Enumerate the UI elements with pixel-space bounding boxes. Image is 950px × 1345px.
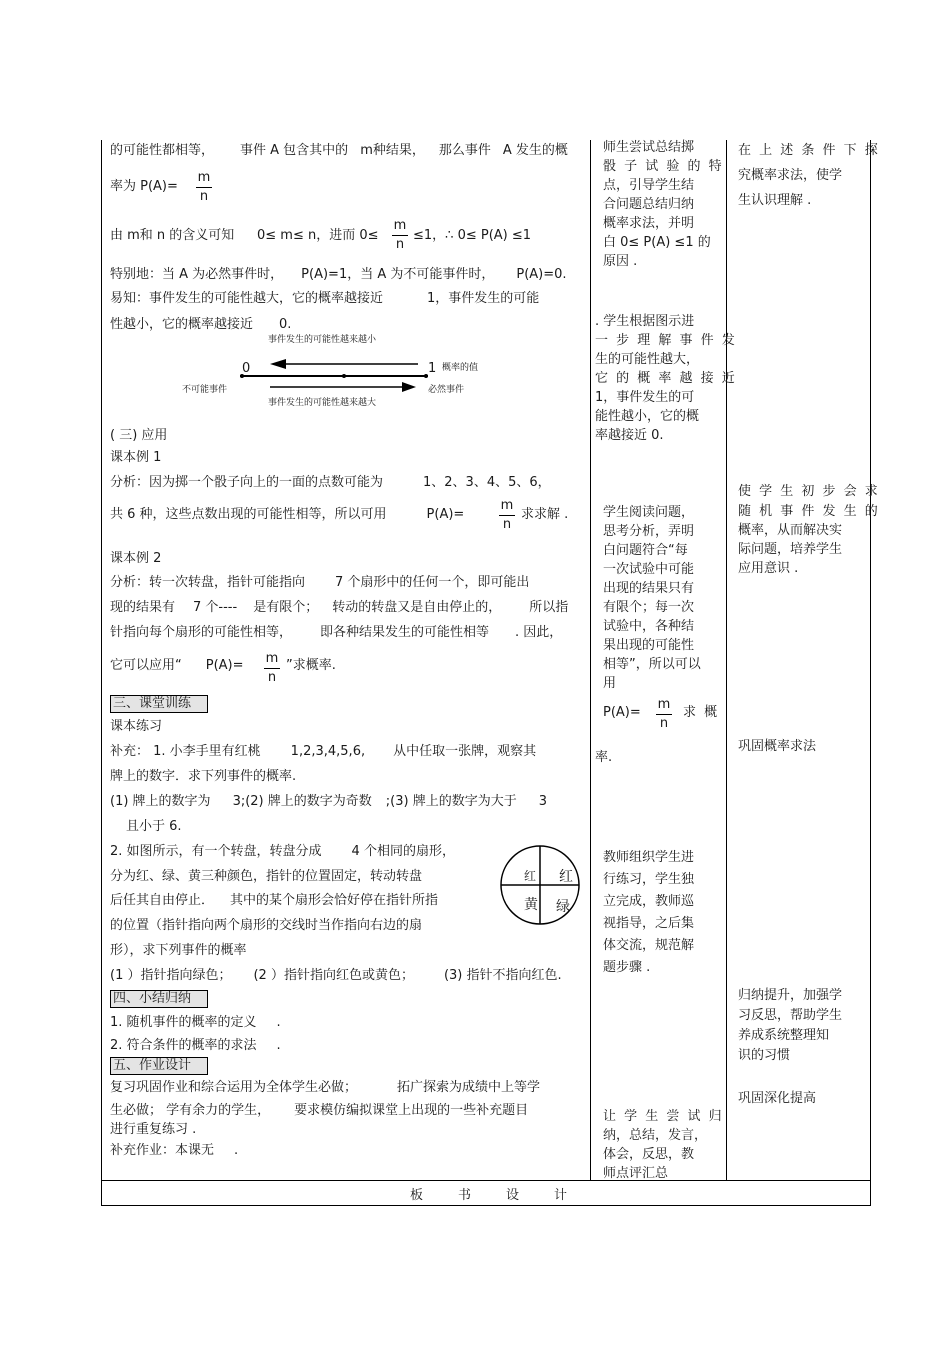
col-divider-2 (726, 140, 727, 1180)
s-b2-3: 它 的 概 率 越 接 近 (595, 371, 737, 386)
sector-top-right: 红 (559, 869, 573, 885)
text: 拓广探索为成绩中上等学 (397, 1080, 541, 1095)
section-application-heading: ( 三) 应用 (110, 428, 168, 443)
text: . (276, 1038, 281, 1053)
text: 其中的某个扇形会恰好停在指针所指 (230, 893, 439, 908)
para-3a: 由 m和 n 的含义可知 (110, 228, 235, 243)
denominator: n (199, 189, 209, 204)
text: 1. 随机事件的概率的定义 (110, 1015, 257, 1030)
fraction-m-over-n (264, 651, 280, 686)
q2-line-1 (110, 843, 455, 861)
s3-line-5: 且小于 6. (126, 819, 182, 834)
text: 分析：因为掷一个骰子向上的一面的点数可能为 (110, 475, 384, 490)
s-b3-formula: P(A)= (603, 705, 641, 720)
text: 1,2,3,4,5,6, (290, 744, 366, 759)
board-char-2: 书 (458, 1188, 472, 1203)
board-char-4: 计 (554, 1188, 568, 1203)
numerator: m (197, 170, 211, 185)
board-char-3: 设 (506, 1188, 520, 1203)
fraction-m-over-n (656, 697, 672, 732)
s5-line-3: 进行重复练习 . (110, 1122, 197, 1137)
s-b1-0: 师生尝试总结掷 (603, 140, 695, 155)
col-divider-1 (590, 140, 591, 1180)
text: 4 个相同的扇形， (351, 844, 455, 859)
fraction-bar (196, 187, 212, 188)
text: 3 (538, 794, 547, 809)
text: 性越小，它的概率越接近 (110, 317, 254, 332)
text: 分析：转一次转盘，指针可能指向 (110, 575, 306, 590)
s-b2-4: 1，事件发生的可 (595, 390, 695, 405)
denominator: n (502, 517, 512, 532)
i-c4-0: 归纳提升，加强学 (738, 988, 843, 1003)
text: . (234, 1143, 239, 1158)
s3-line-1: 课本练习 (110, 719, 163, 734)
fraction-m-over-n (196, 170, 212, 205)
s-b3-2: 白问题符合“每 (603, 543, 688, 558)
s-b1-6: 原因 . (603, 254, 638, 269)
s-b3-1: 思考分析，弄明 (603, 524, 695, 539)
denominator: n (395, 237, 405, 252)
q2-line-3 (110, 892, 438, 910)
text: 现的结果有 (110, 600, 176, 615)
text: 要求模仿编拟课堂上出现的一些补充题目 (294, 1103, 529, 1118)
s-b5-0: 让 学 生 尝 试 归 (603, 1109, 724, 1124)
text: 转动的转盘又是自由停止的， (332, 600, 502, 615)
text: 补充作业：本课无 (110, 1143, 215, 1158)
s-b1-4: 概率求法，并明 (603, 216, 695, 231)
s-b2-2: 生的可能性越大， (595, 352, 700, 367)
text: 共 6 种，这些点数出现的可能性相等，所以可用 (110, 507, 387, 522)
s-b4-1: 行练习，学生独 (603, 872, 695, 887)
s5-line-1 (110, 1079, 540, 1097)
s-b3-0: 学生阅读问题， (603, 505, 695, 520)
s4-line-2 (110, 1037, 281, 1055)
text: . (276, 1015, 281, 1030)
fraction-m-over-n (392, 218, 408, 253)
s-b3-4: 出现的结果只有 (603, 581, 695, 596)
s3-line-3: 牌上的数字．求下列事件的概率. (110, 769, 297, 784)
fraction-m-over-n (499, 498, 515, 533)
s3-line-2 (110, 743, 536, 761)
text: 补充： 1. 小李手里有红桃 (110, 744, 261, 759)
text: 复习巩固作业和综合运用为全体学生必做； (110, 1080, 358, 1095)
example-1-title: 课本例 1 (110, 450, 162, 465)
text: P(A)= (426, 507, 465, 522)
s-b4-0: 教师组织学生进 (603, 850, 695, 865)
value-label: 概率的值 (442, 363, 479, 373)
s-b4-5: 题步骤 . (603, 960, 651, 975)
text: P(A)= (205, 658, 244, 673)
fraction-bar (264, 668, 280, 669)
i-c1-2: 生认识理解 . (738, 193, 812, 208)
i-c2-3: 际问题，培养学生 (738, 542, 843, 557)
text: 1，事件发生的可能 (427, 291, 540, 306)
q2-line-6 (110, 967, 562, 985)
s-b3-6: 试验中，各种结 (603, 619, 695, 634)
text: 1、2、3、4、5、6， (423, 475, 551, 490)
i-c2-4: 应用意识 . (738, 561, 799, 576)
text: A 发生的概 (502, 143, 568, 158)
s4-line-1 (110, 1014, 281, 1032)
prob-formula-label: 率为 P(A)= (110, 179, 178, 194)
text: 从中任取一张牌，观察其 (393, 744, 537, 759)
table-bottom-border (101, 1205, 871, 1206)
section-4-heading: 四、小结归纳 (110, 990, 208, 1008)
text: (2 ）指针指向红色或黄色； (253, 968, 414, 983)
example-2-line-2 (110, 599, 568, 617)
numerator: m (500, 498, 514, 513)
s-b3-9: 用 (603, 676, 617, 691)
s-b5-2: 体会，反思，教 (603, 1147, 695, 1162)
i-c4-3: 识的习惯 (738, 1048, 791, 1063)
s-b5-3: 师点评汇总 (603, 1166, 669, 1181)
sector-bottom-right: 绿 (556, 899, 570, 915)
text: 生必做； 学有余力的学生， (110, 1103, 271, 1118)
text: 特别地：当 A 为必然事件时， (110, 267, 284, 282)
text: 那么事件 (438, 143, 491, 158)
denominator: n (267, 670, 277, 685)
table-left-border (101, 140, 102, 1206)
scale-one: 1 (428, 361, 437, 376)
text: 易知：事件发生的可能性越大，它的概率越接近 (110, 291, 384, 306)
i-c2-2: 概率，从而解决实 (738, 523, 843, 538)
i-c5: 巩固深化提高 (738, 1091, 817, 1106)
table-right-border (870, 140, 871, 1206)
i-c2-0: 使 学 生 初 步 会 求 (738, 484, 880, 499)
text: 3;(2) 牌上的数字为奇数 (232, 794, 372, 809)
impossible-label: 不可能事件 (182, 385, 228, 395)
number-line-arrows (230, 350, 440, 398)
example-1-analysis (110, 474, 551, 492)
text: 7 个---- (193, 600, 238, 615)
example-2-line-4 (110, 657, 244, 675)
s-b5-1: 纳，总结，发言， (603, 1128, 708, 1143)
text: . 因此， (515, 625, 563, 640)
example-1-end: 求求解 . (521, 507, 569, 522)
fraction-bar (499, 515, 515, 516)
text: 是有限个； (253, 600, 319, 615)
text: 针指向每个扇形的可能性相等， (110, 625, 293, 640)
s5-line-4 (110, 1142, 238, 1160)
example-2-line-1 (110, 574, 529, 592)
numerator: m (393, 218, 407, 233)
text: 即各种结果发生的可能性相等 (320, 625, 490, 640)
text: 事件 A 包含其中的 (240, 143, 349, 158)
para-6 (110, 316, 291, 334)
example-1-analysis-2 (110, 506, 464, 524)
text: 后任其自由停止． (110, 893, 215, 908)
text: m种结果， (360, 143, 425, 158)
i-c1-1: 究概率求法，使学 (738, 168, 843, 183)
s-b2-0: . 学生根据图示进 (595, 314, 695, 329)
i-c2-1: 随 机 事 件 发 生 的 (738, 504, 880, 519)
text: P(A)=1，当 A 为不可能事件时， (301, 267, 495, 282)
scale-zero: 0 (242, 361, 251, 376)
diagram-bottom-label: 事件发生的可能性越来越大 (268, 398, 377, 408)
s-b1-2: 点，引导学生结 (603, 178, 695, 193)
s5-line-2 (110, 1102, 528, 1120)
example-2-title: 课本例 2 (110, 551, 162, 566)
text: (1 ）指针指向绿色； (110, 968, 232, 983)
i-c4-2: 养成系统整理知 (738, 1028, 830, 1043)
text: 所以指 (529, 600, 569, 615)
i-c1-0: 在 上 述 条 件 下 探 (738, 143, 880, 158)
s-b4-4: 体交流，规范解 (603, 938, 695, 953)
s-b4-3: 视指导，之后集 (603, 916, 695, 931)
footer-divider (101, 1180, 871, 1181)
q2-line-2: 分为红、绿、黄三种颜色，指针的位置固定，转动转盘 (110, 869, 423, 884)
q2-line-5: 形），求下列事件的概率 (110, 943, 247, 958)
i-c3: 巩固概率求法 (738, 739, 817, 754)
diagram-top-label: 事件发生的可能性越来越小 (268, 335, 377, 345)
s-b2-6: 率越接近 0. (595, 428, 664, 443)
example-2-end: ”求概率. (286, 658, 336, 673)
s-b1-3: 合问题总结归纳 (603, 197, 695, 212)
s-b2-5: 能性越小，它的概 (595, 409, 700, 424)
s-b3-end: 率. (595, 750, 613, 765)
text: 它可以应用“ (110, 658, 182, 673)
sector-top-left: 红 (524, 869, 537, 883)
text: (1) 牌上的数字为 (110, 794, 211, 809)
para-3b: 0≤ m≤ n，进而 0≤ (257, 228, 379, 243)
s-b4-2: 立完成，教师巡 (603, 894, 695, 909)
text: 2. 如图所示，有一个转盘，转盘分成 (110, 844, 322, 859)
text: 2. 符合条件的概率的求法 (110, 1038, 257, 1053)
numerator: m (265, 651, 279, 666)
s-b1-5: 白 0≤ P(A) ≤1 的 (603, 235, 711, 250)
numerator: m (657, 697, 671, 712)
fraction-bar (656, 714, 672, 715)
text: ;(3) 牌上的数字为大于 (385, 794, 517, 809)
certain-label: 必然事件 (428, 385, 465, 395)
sector-bottom-left: 黄 (524, 897, 538, 913)
s-b3-8: 相等”，所以可以 (603, 657, 701, 672)
para-3c: ≤1，∴ 0≤ P(A) ≤1 (413, 228, 532, 243)
para-1 (110, 142, 568, 160)
i-c4-1: 习反思，帮助学生 (738, 1008, 843, 1023)
denominator: n (659, 716, 669, 731)
s-b3-formula-end: 求 概 (683, 705, 720, 720)
s-b3-7: 果出现的可能性 (603, 638, 695, 653)
text: 的可能性都相等， (110, 143, 215, 158)
s3-line-4 (110, 793, 547, 811)
example-2-line-3 (110, 624, 562, 642)
s-b2-1: 一 步 理 解 事 件 发 (595, 333, 737, 348)
para-5 (110, 290, 539, 308)
section-5-heading: 五、作业设计 (110, 1057, 208, 1075)
text: 0. (279, 317, 292, 332)
s-b3-5: 有限个；每一次 (603, 600, 695, 615)
text: 7 个扇形中的任何一个，即可能出 (335, 575, 530, 590)
board-char-1: 板 (410, 1188, 424, 1203)
para-4 (110, 266, 567, 284)
s-b3-3: 一次试验中可能 (603, 562, 695, 577)
section-3-heading: 三、课堂训练 (110, 695, 208, 713)
q2-line-4: 的位置（指针指向两个扇形的交线时当作指向右边的扇 (110, 918, 423, 933)
text: (3) 指针不指向红色. (443, 968, 562, 983)
fraction-bar (392, 235, 408, 236)
s-b1-1: 骰 子 试 验 的 特 (603, 159, 724, 174)
text: P(A)=0. (516, 267, 567, 282)
